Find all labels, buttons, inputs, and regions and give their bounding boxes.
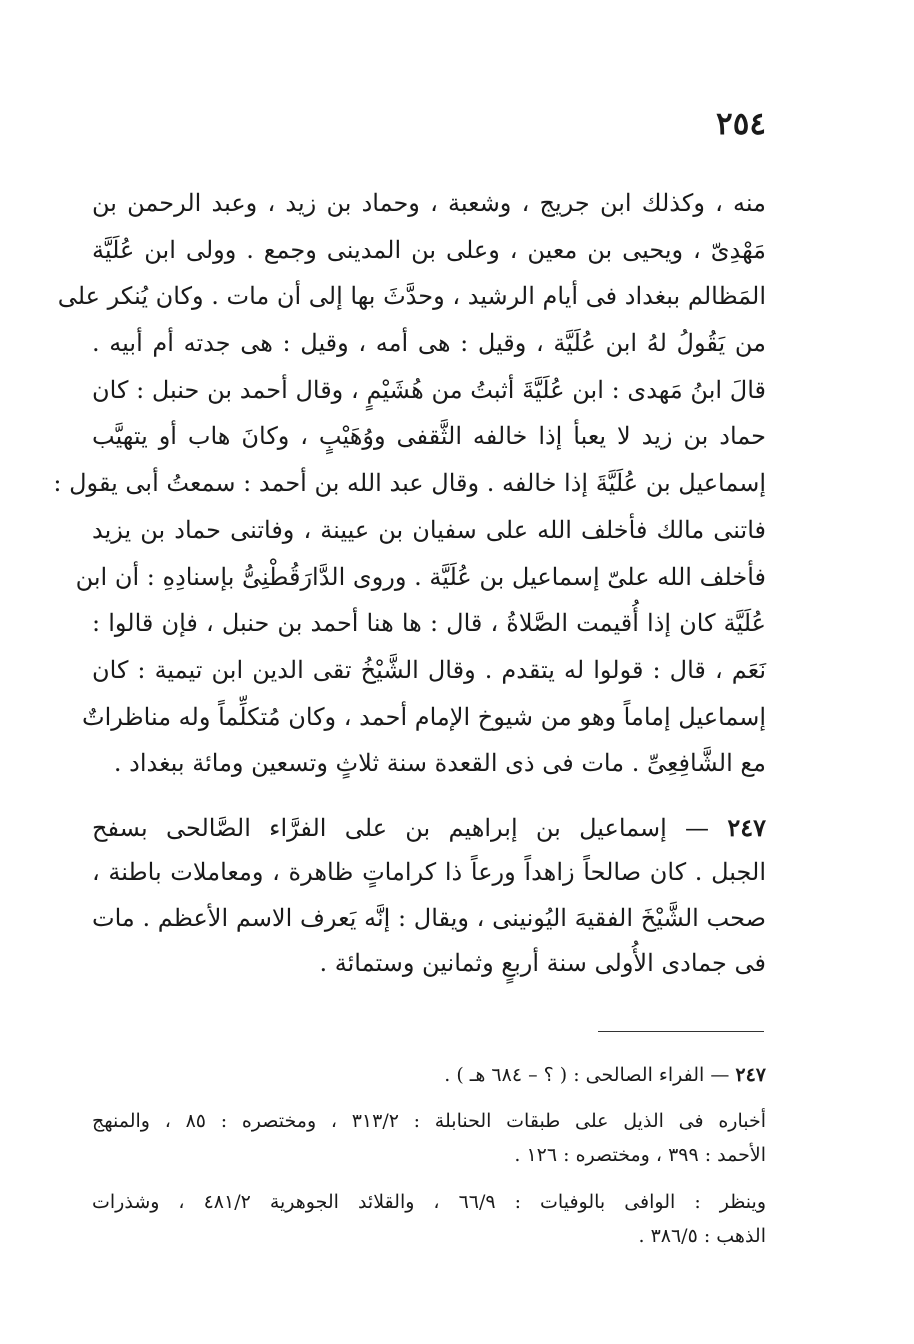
entry-heading-line [92,805,766,851]
text-line: عُلَيَّة كان إذا أُقيمت الصَّلاةُ ، قال : ها هنا أحمد بن حنبل ، فإن قالوا : [92,609,766,638]
text-line: فى جمادى الأُولى سنة أربعٍ وثمانين وستمائة . [319,949,766,978]
text-line: الجبل . كان صالحاً زاهداً ورعاً ذا كراماتٍ ظاهرة ، ومعاملات باطنة ، [92,858,766,887]
text-line: المَظالم ببغداد فى أيام الرشيد ، وحدَّثَ بها إلى أن مات . وكان يُنكر على [57,282,766,311]
text-line: مع الشَّافِعِىِّ . مات فى ذى القعدة سنة ثلاثٍ وتسعين ومائة ببغداد . [113,749,766,778]
text-line: صحب الشَّيْخَ الفقيهَ اليُونينى ، ويقال : إنَّه يَعرف الاسم الأعظم . مات [92,903,766,932]
footnotes [92,1058,766,1266]
text-line: قالَ ابنُ مَهدى : ابن عُلَيَّةَ أثبتُ من هُشَيْمٍ ، وقال أحمد بن حنبل : كان [92,375,766,404]
footnote-line: وينظر : الوافى بالوفيات : ٦٦/٩ ، والقلائد الجوهرية ٤٨١/٢ ، وشذرات [92,1191,766,1213]
text-line: فاتنى مالك فأخلف الله على سفيان بن عيينة ، وفاتنى حماد بن يزيد [92,515,766,544]
footnote-heading [92,1058,766,1092]
footnote-line: الأحمد : ٣٩٩ ، ومختصره : ١٢٦ . [514,1144,766,1166]
footnote-entry-number: ٢٤٧ [735,1064,766,1086]
biography-entry [92,805,766,987]
main-text [53,180,766,987]
footnote-sources [92,1104,766,1172]
entry-number: ٢٤٧ [727,812,766,842]
text-line: حماد بن زيد لا يعبأ إذا خالفه الثَّقفى ووُهَيْبٍ ، وكانَ هاب أو يتهيَّب [92,422,766,451]
text-line: إسماعيل بن عُلَيَّةَ إذا خالفه . وقال عبد الله بن أحمد : سمعتُ أبى يقول : [53,469,766,498]
text-line: مَهْدِىّ ، ويحيى بن معين ، وعلى بن المدينى وجمع . وولى ابن عُلَيَّة [92,235,766,264]
page-number: ٢٥٤ [716,106,766,142]
footnote-see-also [92,1185,766,1253]
footnote-line [92,1058,766,1092]
footnote-divider [598,1031,764,1032]
text-line: نَعَم ، قال : قولوا له يتقدم . وقال الشَّيْخُ تقى الدين ابن تيمية : كان [92,655,766,684]
text-line: من يَقُولُ لهُ ابن عُلَيَّة ، وقيل : هى أمه ، وقيل : هى جدته أم أبيه . [92,329,766,358]
text-line: منه ، وكذلك ابن جريج ، وشعبة ، وحماد بن زيد ، وعبد الرحمن بن [92,189,766,217]
footnote-line: الذهب : ٣٨٦/٥ . [638,1225,766,1247]
footnote-line: أخباره فى الذيل على طبقات الحنابلة : ٣١٣/٢ ، ومختصره : ٨٥ ، والمنهج [92,1110,766,1132]
footnote-title: — الفراء الصالحى : ( ؟ – ٦٨٤ هـ ) . [444,1064,730,1086]
text-line: فأخلف الله علىّ إسماعيل بن عُلَيَّة . وروى الدَّارَقُطْنِىُّ بإسنادِهِ : أن ابن [75,562,766,591]
entry-heading-text: — إسماعيل بن إبراهيم بن على الفرَّاء الصَّالحى بسفح [92,813,710,842]
text-line: إسماعيل إماماً وهو من شيوخ الإمام أحمد ، وكان مُتكلِّماً وله مناظراتٌ [82,702,766,731]
